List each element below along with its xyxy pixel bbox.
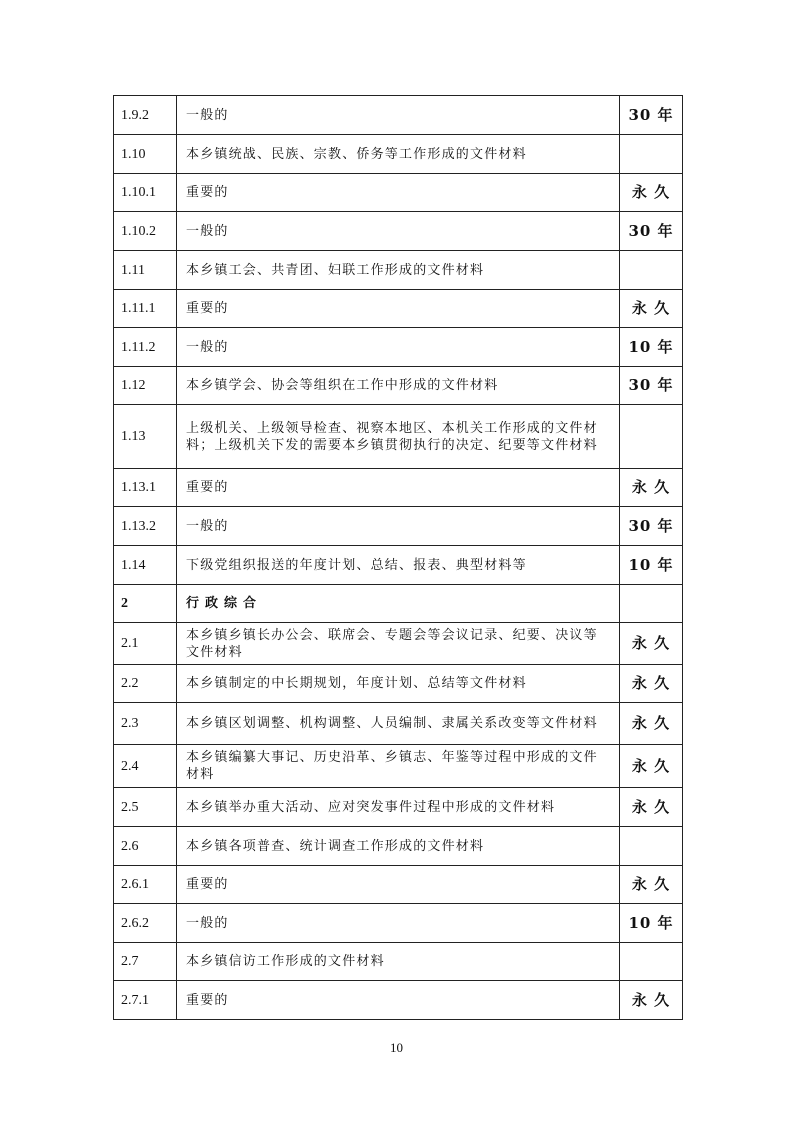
- row-code: 2.7: [114, 943, 177, 981]
- row-description: 本乡镇编纂大事记、历史沿革、乡镇志、年鉴等过程中形成的文件材料: [177, 745, 620, 788]
- row-retention-period: 永 久: [620, 174, 683, 212]
- row-description: 重要的: [177, 981, 620, 1020]
- row-description: 重要的: [177, 174, 620, 212]
- row-code: 2.6.1: [114, 866, 177, 904]
- row-code: 1.13: [114, 405, 177, 469]
- table-row: [114, 665, 683, 703]
- table-row: [114, 745, 683, 788]
- section-title: 行政综合: [177, 585, 620, 623]
- row-code: 1.10: [114, 135, 177, 174]
- table-row: [114, 469, 683, 507]
- row-code: 2.6: [114, 827, 177, 866]
- row-description: 本乡镇学会、协会等组织在工作中形成的文件材料: [177, 367, 620, 405]
- row-description: 一般的: [177, 328, 620, 367]
- table-row: [114, 827, 683, 866]
- row-retention-period: 永 久: [620, 665, 683, 703]
- row-description: 本乡镇制定的中长期规划，年度计划、总结等文件材料: [177, 665, 620, 703]
- row-description: 本乡镇举办重大活动、应对突发事件过程中形成的文件材料: [177, 788, 620, 827]
- row-code: 2.1: [114, 623, 177, 665]
- row-retention-period: [620, 251, 683, 290]
- row-retention-period: 30 年: [620, 507, 683, 546]
- row-retention-period: [620, 585, 683, 623]
- table-row: [114, 623, 683, 665]
- row-retention-period: 30 年: [620, 367, 683, 405]
- row-description: 一般的: [177, 507, 620, 546]
- table-row: [114, 174, 683, 212]
- table-row: [114, 866, 683, 904]
- table-row: [114, 943, 683, 981]
- row-code: 1.13.2: [114, 507, 177, 546]
- row-description: 一般的: [177, 96, 620, 135]
- row-description: 重要的: [177, 866, 620, 904]
- row-code: 1.12: [114, 367, 177, 405]
- row-description: 重要的: [177, 290, 620, 328]
- row-code: 1.10.1: [114, 174, 177, 212]
- section-header-row: [114, 585, 683, 623]
- row-retention-period: [620, 135, 683, 174]
- row-description: 一般的: [177, 904, 620, 943]
- row-description: 本乡镇各项普查、统计调查工作形成的文件材料: [177, 827, 620, 866]
- table-row: [114, 135, 683, 174]
- row-retention-period: 10 年: [620, 546, 683, 585]
- row-description: 本乡镇统战、民族、宗教、侨务等工作形成的文件材料: [177, 135, 620, 174]
- row-retention-period: 30 年: [620, 96, 683, 135]
- row-retention-period: [620, 943, 683, 981]
- row-code: 1.11.2: [114, 328, 177, 367]
- row-description: 上级机关、上级领导检查、视察本地区、本机关工作形成的文件材料；上级机关下发的需要本乡镇贯彻执行的决定、纪要等文件材料: [177, 405, 620, 469]
- row-retention-period: 永 久: [620, 703, 683, 745]
- row-code: 2: [114, 585, 177, 623]
- table-row: [114, 367, 683, 405]
- row-code: 1.9.2: [114, 96, 177, 135]
- row-code: 2.6.2: [114, 904, 177, 943]
- row-description: 本乡镇信访工作形成的文件材料: [177, 943, 620, 981]
- row-code: 2.5: [114, 788, 177, 827]
- retention-table: [113, 95, 683, 1020]
- row-code: 2.3: [114, 703, 177, 745]
- row-retention-period: 10 年: [620, 904, 683, 943]
- page-number: 10: [390, 1040, 403, 1055]
- table-row: [114, 904, 683, 943]
- row-retention-period: 10 年: [620, 328, 683, 367]
- row-retention-period: [620, 405, 683, 469]
- table-row: [114, 546, 683, 585]
- row-retention-period: 永 久: [620, 623, 683, 665]
- row-code: 1.14: [114, 546, 177, 585]
- table-row: [114, 981, 683, 1020]
- table-row: [114, 290, 683, 328]
- table-row: [114, 212, 683, 251]
- row-code: 1.11: [114, 251, 177, 290]
- row-retention-period: 30 年: [620, 212, 683, 251]
- row-retention-period: 永 久: [620, 788, 683, 827]
- row-code: 1.10.2: [114, 212, 177, 251]
- row-description: 重要的: [177, 469, 620, 507]
- row-code: 2.2: [114, 665, 177, 703]
- row-code: 2.4: [114, 745, 177, 788]
- table-row: [114, 251, 683, 290]
- table-row: [114, 507, 683, 546]
- row-description: 一般的: [177, 212, 620, 251]
- table-row: [114, 788, 683, 827]
- table-row: [114, 96, 683, 135]
- row-retention-period: 永 久: [620, 290, 683, 328]
- table-row: [114, 328, 683, 367]
- row-description: 本乡镇区划调整、机构调整、人员编制、隶属关系改变等文件材料: [177, 703, 620, 745]
- row-description: 下级党组织报送的年度计划、总结、报表、典型材料等: [177, 546, 620, 585]
- table-row: [114, 405, 683, 469]
- row-retention-period: 永 久: [620, 469, 683, 507]
- row-retention-period: 永 久: [620, 745, 683, 788]
- row-retention-period: 永 久: [620, 981, 683, 1020]
- row-code: 2.7.1: [114, 981, 177, 1020]
- row-description: 本乡镇乡镇长办公会、联席会、专题会等会议记录、纪要、决议等文件材料: [177, 623, 620, 665]
- row-retention-period: 永 久: [620, 866, 683, 904]
- row-retention-period: [620, 827, 683, 866]
- row-code: 1.13.1: [114, 469, 177, 507]
- row-description: 本乡镇工会、共青团、妇联工作形成的文件材料: [177, 251, 620, 290]
- row-code: 1.11.1: [114, 290, 177, 328]
- table-row: [114, 703, 683, 745]
